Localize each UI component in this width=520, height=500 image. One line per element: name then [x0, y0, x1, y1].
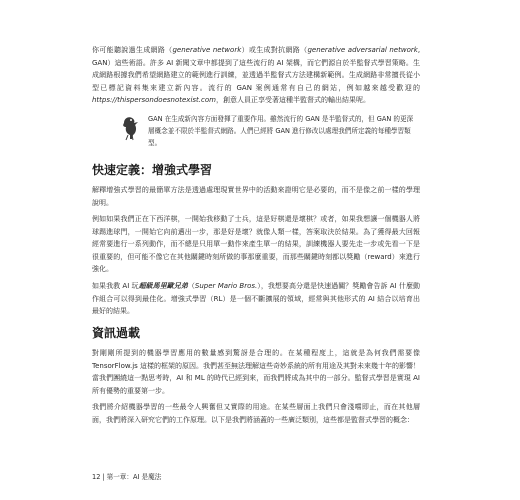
page-footer: [92, 471, 161, 481]
section2-paragraph-1: 對剛剛所提到的機器學習應用的數量感到驚訝是合理的。在某種程度上，這就是為何我們需要像 TensorFlow.js 這樣的框架的原因。我們甚至無法理解這些奇妙系統的所有用途及其對未來幾十年的影響！當我們團繞這一點思考時，AI 和 ML 的時代已經到來，而我們將成為其中的一部分。監督式學習是實現 AI 所有優勢的重要第一步。: [92, 349, 421, 395]
section2-paragraph-2: 我們將介紹機器學習的一些最令人興奮但又實際的用途。在某些層面上我們只會淺嚐即止，而在其他層面，我們將深入研究它們的工作原理。以下是我們將涵蓋的一些廣泛類別，這些都是監督式學習的概念：: [92, 403, 420, 424]
intro-text-4: ，創意人員正享受著這種半監督式的輸出結果呢。: [215, 96, 370, 104]
term-generative-network: generative network: [172, 46, 242, 54]
intro-text-1: 你可能聽說過生成網路（: [92, 46, 173, 54]
note-box: [118, 113, 418, 157]
note-text: GAN 在生成新內容方面發揮了重要作用。雖然流行的 GAN 是半監督式的，但 GAN 的更深層概念並不限於半監督式網路。人們已經將 GAN 進行修改以處理我們所定義的每種學習類型。: [148, 115, 414, 147]
p3-text-c: ），我想要高分還是快速過關？獎勵會告訴 AI 什麼動作組合可以得到最佳化。增強式學習（RL）是一個不斷擴展的領域，經常與其他形式的 AI 結合以培育出最好的結果。: [92, 282, 420, 315]
game-title-en: Super Mario Bros.: [194, 282, 258, 290]
game-title-zh: 超級馬里歐兄弟: [138, 282, 188, 290]
section1-paragraph-1: 解釋增強式學習的最簡單方法是透過處理現實世界中的活動來證明它是必要的，而不是像之前一樣的學理說明。: [92, 186, 420, 207]
p3-text-a: 如果我教 AI 玩: [92, 282, 139, 290]
section1-paragraph-3: [92, 280, 420, 318]
section-heading-info-overload: 資訊過載: [92, 326, 141, 340]
term-gan: generative adversarial network: [307, 46, 418, 54]
example-url-link[interactable]: https://thispersondoesnotexist.com: [92, 96, 216, 104]
section-heading-reinforcement: 快速定義：增強式學習: [92, 163, 213, 177]
intro-text-2: ）或生成對抗網路（: [241, 46, 308, 54]
intro-text-3: , GAN）這些術語。許多 AI 新聞文章中都提到了這些流行的 AI 架構，而它們源自於半監督式學習策略。生成網路根據我們希望網路建立的範例進行訓練，並透過半監督式方法建構新範例。生成網路非常擅長從小型已標記資料集來建立新內容。流行的 GAN 案例通常有自己的網站，例如越來越受歡迎的: [92, 46, 421, 92]
page-number: 12: [92, 473, 101, 481]
chapter-title: 第一章：AI 是魔法: [106, 473, 162, 481]
intro-paragraph: [92, 44, 420, 107]
p3-text-b: （: [187, 282, 195, 290]
section1-paragraph-2: 例如如果我們正在下西洋棋，一開始我移動了士兵，這是好棋還是壞棋？或者，如果我想讓一個機器人將球踢進球門，一開始它向前邁出一步，那是好是壞？就像人類一樣，答案取決於結果。為了獲得最大回報經常要進行一系列動作，而不總是只用單一動作來產生單一的結果，訓練機器人要先走一步或先看一下是很重要的，但可能不像它在其他關鍵時刻所做的事那麼重要，而那些關鍵時刻都以獎勵（reward）來進行強化。: [92, 215, 420, 273]
crow-icon: [118, 113, 142, 141]
footer-separator: |: [102, 473, 105, 481]
